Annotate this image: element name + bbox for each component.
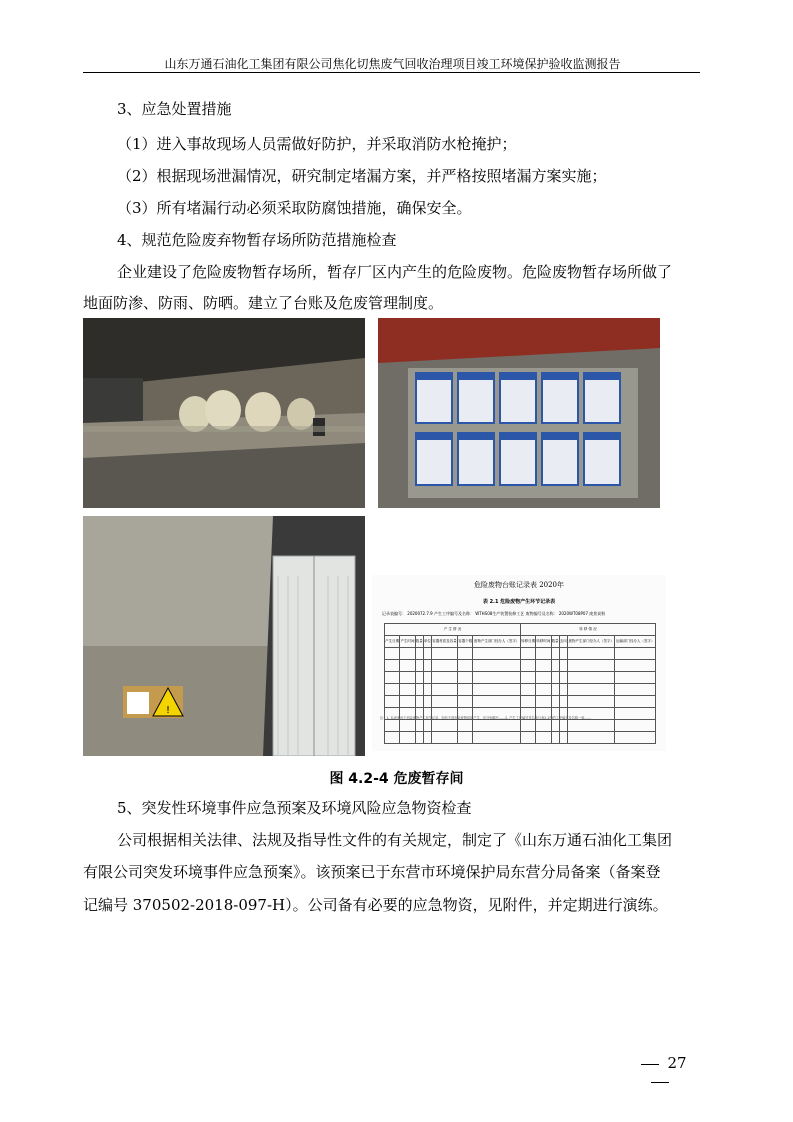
page-number xyxy=(620,1054,700,1090)
ledger-header-row xyxy=(385,636,656,648)
ledger-col: 容器材质及容量 xyxy=(432,636,458,648)
svg-text:!: ! xyxy=(165,705,171,716)
ledger-col: 运输部门经办人（签字） xyxy=(615,636,656,648)
ledger-table xyxy=(384,623,656,744)
ledger-group-transfer: 转 移 情 况 xyxy=(520,624,655,636)
photo-storage-warehouse xyxy=(83,318,365,508)
emergency-item-3: （3）所有堵漏行动必须采取防腐蚀措施，确保安全。 xyxy=(117,199,472,217)
ledger-col: 产生日期 xyxy=(385,636,400,648)
ledger-empty-row xyxy=(385,720,656,732)
ledger-empty-row xyxy=(385,648,656,660)
emergency-item-2: （2）根据现场泄漏情况，研究制定堵漏方案，并严格按照堵漏方案实施； xyxy=(117,167,607,185)
ledger-empty-row xyxy=(385,660,656,672)
photo-storage-door xyxy=(83,516,365,756)
ledger-col: 容器个数 xyxy=(458,636,473,648)
photo-notice-boards xyxy=(378,318,660,508)
ledger-col: 数量 xyxy=(415,636,423,648)
ledger-col: 转移时间 xyxy=(536,636,551,648)
ledger-col: 产生时间 xyxy=(400,636,415,648)
ledger-note: 注：1. 本表适用于危险废物产生环节记录。如有不同危险废物同时产生，应分别填写……2. 产生工序编号及名称与表2.1中的工序编号及名称一致…… xyxy=(380,716,591,720)
ledger-group-produce: 产 生 情 况 xyxy=(385,624,521,636)
ledger-col: 单位 xyxy=(423,636,431,648)
ledger-empty-row xyxy=(385,672,656,684)
figure-caption: 图 4.2-4 危废暂存间 xyxy=(329,771,464,787)
ledger-col: 废物产生部门经办人（签字） xyxy=(567,636,615,648)
section-emergency-title: 3、应急处置措施 xyxy=(117,100,232,118)
plan-paragraph-line-3: 记编号 370502-2018-097-H）。公司备有必要的应急物资，见附件，并定期进行演练。 xyxy=(83,896,668,914)
section-plan-title: 5、突发性环境事件应急预案及环境风险应急物资检查 xyxy=(117,799,472,817)
ledger-title: 危险废物台账记录表 2020年 xyxy=(473,581,565,589)
plan-paragraph-line-2: 有限公司突发环境事件应急预案》。该预案已于东营市环境保护局东营分局备案（备案登 xyxy=(83,863,661,881)
page-number-text: 27 xyxy=(667,1054,687,1072)
ledger-col: 转移日期 xyxy=(520,636,535,648)
ledger-empty-row xyxy=(385,684,656,696)
ledger-empty-row xyxy=(385,696,656,708)
ledger-meta: 记录表编号： 2020072.7.9 产生工序编号及名称： WTHS08生产装置检修工艺 废物编号及名称： 2020WT08P07 废焦炭粉 xyxy=(382,611,606,616)
emergency-item-1: （1）进入事故现场人员需做好防护，并采取消防水枪掩护； xyxy=(117,135,517,153)
ledger-col: 去向 xyxy=(559,636,567,648)
header-rule xyxy=(83,72,700,73)
plan-paragraph-line-1: 公司根据相关法律、法规及指导性文件的有关规定，制定了《山东万通石油化工集团 xyxy=(117,831,673,849)
report-header: 山东万通石油化工集团有限公司焦化切焦废气回收治理项目竣工环境保护验收监测报告 xyxy=(164,57,621,71)
section-hazard-title: 4、规范危险废弃物暂存场所防范措施检查 xyxy=(117,231,397,249)
ledger-col: 废物产生部门经办人（签字） xyxy=(473,636,521,648)
photo-ledger-form xyxy=(372,575,666,751)
ledger-empty-row xyxy=(385,732,656,744)
hazard-paragraph-line-2: 地面防渗、防雨、防晒。建立了台账及危废管理制度。 xyxy=(83,294,444,312)
ledger-col: 数量 xyxy=(551,636,559,648)
hazard-paragraph-line-1: 企业建设了危险废物暂存场所，暂存厂区内产生的危险废物。危险废物暂存场所做了 xyxy=(117,263,673,281)
ledger-subtitle: 表 2.1 危险废物产生环节记录表 xyxy=(482,599,556,605)
